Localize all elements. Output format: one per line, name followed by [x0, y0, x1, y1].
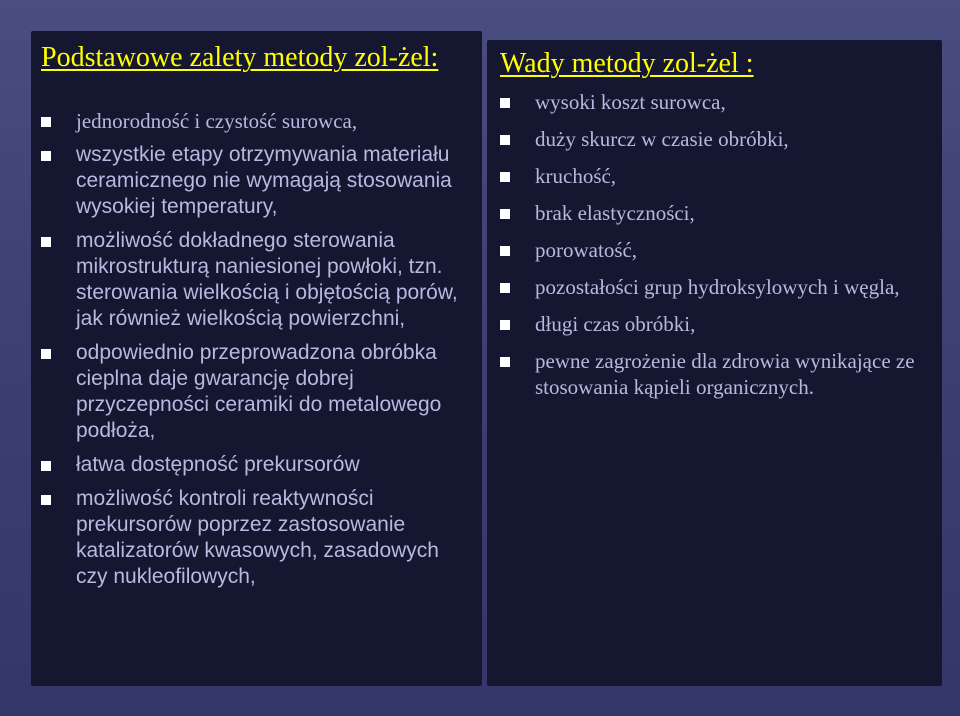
list-item	[500, 89, 930, 115]
list-item	[500, 163, 930, 189]
disadvantages-list	[500, 89, 930, 411]
list-item	[500, 200, 930, 226]
list-item	[41, 340, 471, 444]
list-item	[500, 311, 930, 337]
list-item-text: pewne zagrożenie dla zdrowia wynikające ze stosowania kąpieli organicznych.	[535, 349, 915, 399]
bullet-square-icon	[500, 135, 510, 145]
list-item	[41, 108, 471, 134]
list-item-text: porowatość,	[535, 238, 638, 262]
list-item	[41, 486, 471, 590]
bullet-square-icon	[41, 117, 51, 127]
list-item-text: wysoki koszt surowca,	[535, 90, 726, 114]
advantages-list	[41, 108, 471, 598]
list-item-text: odpowiednio przeprowadzona obróbka cieplna daje gwarancję dobrej przyczepności ceramiki do metalowego podłoża,	[76, 341, 442, 442]
list-item-text: możliwość dokładnego sterowania mikrostrukturą naniesionej powłoki, tzn. sterowania wielkością i objętością porów, jak również wielkością powierzchni,	[76, 229, 458, 330]
list-item-text: możliwość kontroli reaktywności prekursorów poprzez zastosowanie katalizatorów kwasowych, zasadowych czy nukleofilowych,	[76, 487, 439, 588]
bullet-square-icon	[41, 461, 51, 471]
list-item	[500, 126, 930, 152]
bullet-square-icon	[500, 209, 510, 219]
list-item-text: kruchość,	[535, 164, 617, 188]
bullet-square-icon	[500, 283, 510, 293]
bullet-square-icon	[500, 357, 510, 367]
bullet-square-icon	[41, 495, 51, 505]
list-item-text: brak elastyczności,	[535, 201, 695, 225]
list-item	[41, 452, 471, 478]
list-item-text: wszystkie etapy otrzymywania materiału ceramicznego nie wymagają stosowania wysokiej temperatury,	[76, 143, 452, 218]
disadvantages-title: Wady metody zol-żel :	[500, 48, 754, 79]
list-item-text: pozostałości grup hydroksylowych i węgla,	[535, 275, 900, 299]
list-item	[41, 228, 471, 332]
bullet-square-icon	[500, 98, 510, 108]
advantages-panel	[31, 31, 482, 686]
bullet-square-icon	[41, 237, 51, 247]
bullet-square-icon	[41, 349, 51, 359]
list-item-text: łatwa dostępność prekursorów	[76, 453, 360, 476]
bullet-square-icon	[41, 151, 51, 161]
disadvantages-panel	[487, 40, 942, 686]
advantages-title: Podstawowe zalety metody zol-żel:	[41, 42, 439, 73]
list-item	[500, 348, 930, 400]
list-item	[500, 237, 930, 263]
list-item-text: jednorodność i czystość surowca,	[76, 109, 358, 133]
list-item-text: długi czas obróbki,	[535, 312, 696, 336]
list-item-text: duży skurcz w czasie obróbki,	[535, 127, 789, 151]
bullet-square-icon	[500, 320, 510, 330]
bullet-square-icon	[500, 246, 510, 256]
list-item	[500, 274, 930, 300]
list-item	[41, 142, 471, 220]
bullet-square-icon	[500, 172, 510, 182]
